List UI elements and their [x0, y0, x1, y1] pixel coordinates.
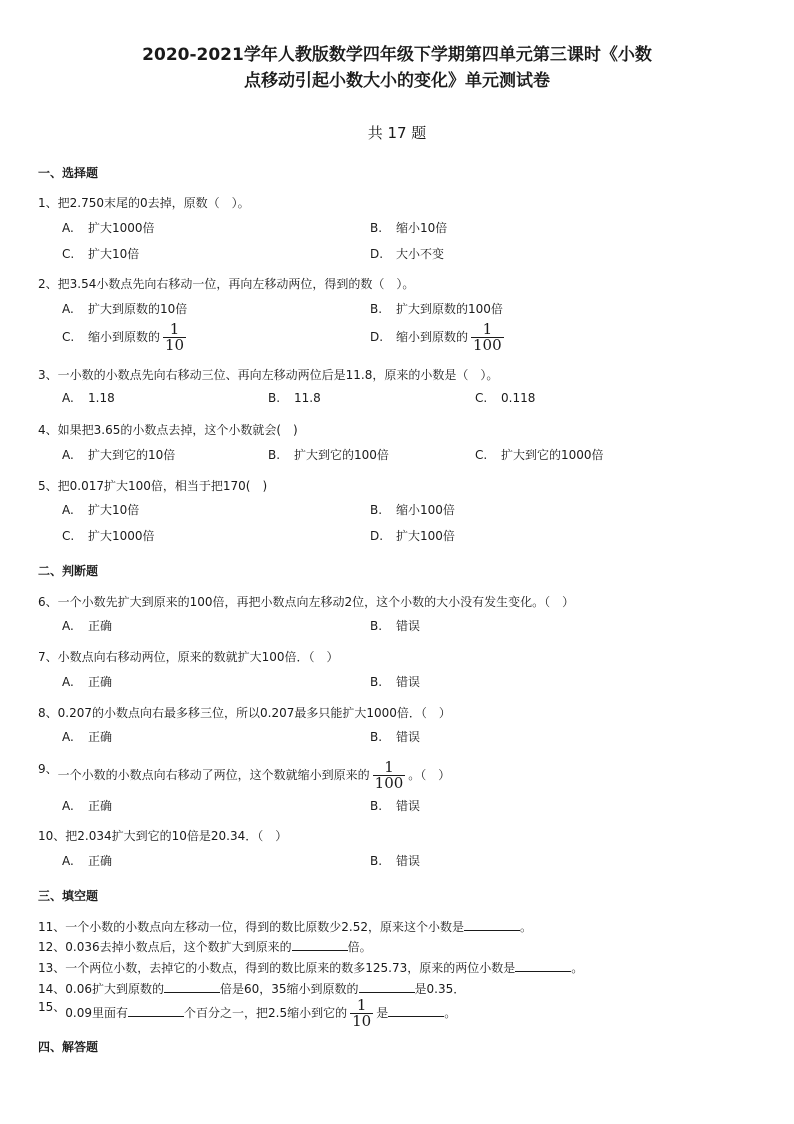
question-13: 13、一个两位小数，去掉它的小数点，得到的数比原来的数多125.73，原来的两位小数是 。	[38, 961, 584, 975]
fraction-1-10: $\frac{1}{10}$	[165, 320, 185, 354]
q8-option-b[interactable]: B. 错误	[370, 730, 421, 744]
fraction-1-100: $\frac{1}{100}$	[374, 758, 404, 792]
q10-option-b[interactable]: B. 错误	[370, 854, 421, 868]
question-3: 3、一小数的小数点先向右移动三位、再向左移动两位后是11.8，原来的小数是（ ）。	[38, 368, 499, 382]
question-9: 9、一个小数的小数点向右移动了两位，这个数就缩小到原来的 $\frac{1}{100}$ 。（ ）	[38, 758, 451, 792]
answer-blank[interactable]	[292, 939, 348, 951]
q6-option-a[interactable]: A. 正确	[62, 619, 113, 633]
q9-option-a[interactable]: A. 正确	[62, 799, 113, 813]
q2-option-c[interactable]: C. 缩小到原数的 $\frac{1}{10}$	[62, 320, 185, 354]
q1-option-b[interactable]: B. 缩小10倍	[370, 221, 448, 235]
question-count: 共 17 题	[367, 124, 427, 142]
q1-option-c[interactable]: C. 扩大10倍	[62, 247, 140, 261]
answer-blank[interactable]	[359, 981, 415, 993]
answer-blank[interactable]	[164, 981, 220, 993]
q5-option-d[interactable]: D. 扩大100倍	[370, 529, 455, 543]
q4-option-b[interactable]: B. 扩大到它的100倍	[268, 448, 389, 462]
question-11: 11、一个小数的小数点向左移动一位，得到的数比原数少2.52，原来这个小数是 。	[38, 920, 533, 934]
q10-option-a[interactable]: A. 正确	[62, 854, 113, 868]
answer-blank[interactable]	[515, 960, 571, 972]
question-6: 6、一个小数先扩大到原来的100倍，再把小数点向左移动2位，这个小数的大小没有发生变化。（ ）	[38, 595, 575, 609]
q5-option-b[interactable]: B. 缩小100倍	[370, 503, 455, 517]
q6-option-b[interactable]: B. 错误	[370, 619, 421, 633]
q2-option-b[interactable]: B. 扩大到原数的100倍	[370, 302, 503, 316]
q4-option-c[interactable]: C. 扩大到它的1000倍	[475, 448, 604, 462]
q3-option-c[interactable]: C. 0.118	[475, 391, 536, 405]
q2-option-d[interactable]: D. 缩小到原数的 $\frac{1}{100}$	[370, 320, 502, 354]
page-title-line1: 2020-2021学年人教版数学四年级下学期第四单元第三课时《小数	[142, 45, 652, 65]
q5-option-a[interactable]: A. 扩大10倍	[62, 503, 140, 517]
question-2: 2、把3.54小数点先向右移动一位，再向左移动两位，得到的数（ ）。	[38, 277, 415, 291]
question-14: 14、0.06扩大到原数的 倍是60，35缩小到原数的 是0.35．	[38, 982, 466, 996]
q7-option-b[interactable]: B. 错误	[370, 675, 421, 689]
fraction-1-10: $\frac{1}{10}$	[352, 996, 372, 1030]
question-4: 4、如果把3.65的小数点去掉，这个小数就会( )	[38, 423, 298, 437]
q2-option-a[interactable]: A. 扩大到原数的10倍	[62, 302, 188, 316]
q7-option-a[interactable]: A. 正确	[62, 675, 113, 689]
question-5: 5、把0.017扩大100倍，相当于把170( )	[38, 479, 268, 493]
answer-blank[interactable]	[464, 919, 520, 931]
section-heading-judgement: 二、判断题	[38, 564, 99, 578]
answer-blank[interactable]	[388, 1005, 444, 1017]
question-15: 15、0.09里面有 个百分之一，把2.5缩小到它的 $\frac{1}{10}$ 是 。	[38, 996, 457, 1030]
q3-option-b[interactable]: B. 11.8	[268, 391, 321, 405]
q4-option-a[interactable]: A. 扩大到它的10倍	[62, 448, 176, 462]
question-12: 12、0.036去掉小数点后，这个数扩大到原来的 倍。	[38, 940, 372, 954]
q1-option-d[interactable]: D. 大小不变	[370, 247, 445, 261]
q1-option-a[interactable]: A. 扩大1000倍	[62, 221, 155, 235]
answer-blank[interactable]	[128, 1005, 184, 1017]
question-8: 8、0.207的小数点向右最多移三位，所以0.207最多只能扩大1000倍．（ ）	[38, 706, 451, 720]
question-10: 10、把2.034扩大到它的10倍是20.34．（ ）	[38, 829, 288, 843]
q9-option-b[interactable]: B. 错误	[370, 799, 421, 813]
section-heading-fill-blank: 三、填空题	[38, 889, 99, 903]
q8-option-a[interactable]: A. 正确	[62, 730, 113, 744]
section-heading-choice: 一、选择题	[38, 166, 99, 180]
q3-option-a[interactable]: A. 1.18	[62, 391, 115, 405]
question-1: 1、把2.750末尾的0去掉，原数（ ）。	[38, 196, 250, 210]
page-title-line2: 点移动引起小数大小的变化》单元测试卷	[244, 71, 550, 91]
question-7: 7、小数点向右移动两位，原来的数就扩大100倍．（ ）	[38, 650, 339, 664]
fraction-1-100: $\frac{1}{100}$	[473, 320, 502, 354]
section-heading-solve: 四、解答题	[38, 1040, 99, 1054]
q5-option-c[interactable]: C. 扩大1000倍	[62, 529, 155, 543]
